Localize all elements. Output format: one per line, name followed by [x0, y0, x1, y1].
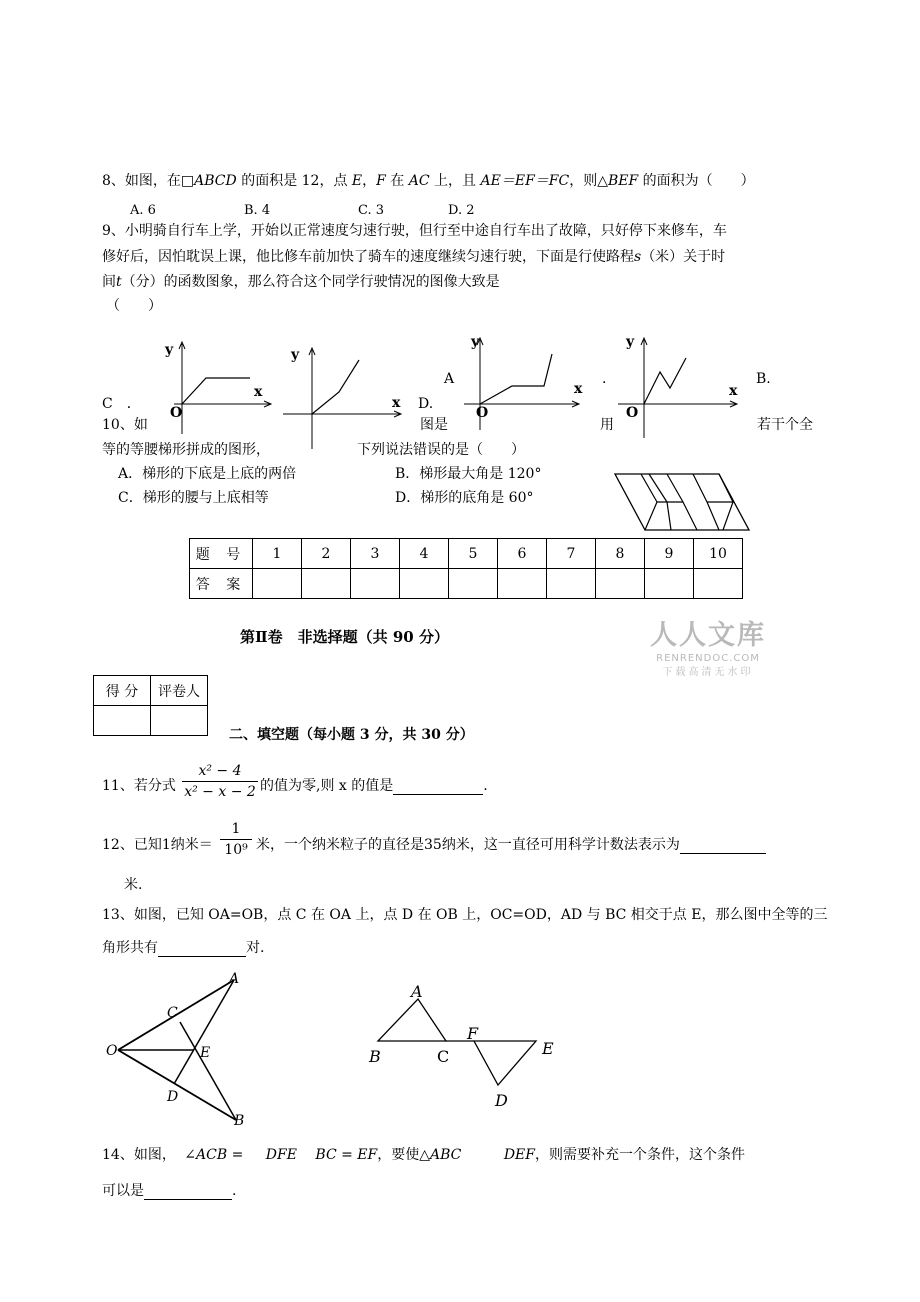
- q13-line2: 角形共有 对.: [102, 940, 265, 956]
- watermark-sub: 下载高清无水印: [662, 667, 754, 678]
- q13-line1: 13、如图，已知 OA=OB，点 C 在 OA 上，点 D 在 OB 上，OC=OD，AD 与 BC 相交于点 E，那么图中全等的三: [102, 907, 828, 923]
- answer-table-number: 2: [302, 539, 351, 569]
- q14-line1: 14、如图， ∠ACB = DFE BC = EF，要使△ABC DEF，则需要补充一个条件，这个条件: [102, 1147, 745, 1163]
- q9-graph-a: [283, 344, 408, 454]
- q12-suffix: 米，一个纳米粒子的直径是35纳米，这一直径可用科学计数法表示为: [256, 836, 766, 854]
- answer-table-number: 9: [645, 539, 694, 569]
- answer-table-number: 7: [547, 539, 596, 569]
- q9-graph-b-x: x: [729, 383, 738, 399]
- q10-start: 10、如: [102, 417, 148, 433]
- score-table-input-row: [94, 706, 208, 736]
- q13-label-d: D: [167, 1089, 179, 1105]
- q9-answer-paren: （ ）: [106, 298, 162, 314]
- answer-table-number: 8: [596, 539, 645, 569]
- answer-cell[interactable]: [400, 569, 449, 599]
- q10-trapezoid-figure: [609, 466, 755, 538]
- q13-label-o: O: [106, 1043, 118, 1059]
- fraction-bar: [182, 781, 258, 782]
- score-table-header-row: [94, 676, 208, 706]
- q14-label-d: D: [495, 1091, 508, 1110]
- q9-graph-b: [618, 334, 743, 440]
- answer-cell[interactable]: [645, 569, 694, 599]
- q8-option-a: A. 6: [130, 203, 156, 218]
- q9-graph-d-x: x: [574, 381, 583, 397]
- answer-table-answer-row: [190, 569, 743, 599]
- q9-graph-b-y: y: [626, 334, 635, 350]
- q9-choice-b: B.: [756, 371, 771, 387]
- q13-label-b: B: [234, 1113, 245, 1129]
- answer-cell[interactable]: [302, 569, 351, 599]
- q14-label-b: B: [369, 1047, 381, 1066]
- q10-option-b: B．梯形最大角是 120°: [395, 466, 542, 482]
- q14-answer-blank[interactable]: [144, 1185, 232, 1200]
- watermark-logo: 人人文库: [650, 620, 766, 651]
- score-cell[interactable]: [94, 706, 151, 736]
- grader-cell[interactable]: [151, 706, 208, 736]
- answer-cell[interactable]: [498, 569, 547, 599]
- q13-label-c: C: [167, 1005, 178, 1021]
- section2-title: 二、填空题（每小题 3 分，共 30 分）: [229, 727, 474, 743]
- q12-numerator: 1: [231, 821, 241, 837]
- q8-option-b: B. 4: [244, 203, 271, 218]
- answer-table: [189, 538, 743, 599]
- q9-graph-b-o: O: [626, 405, 639, 421]
- q11-denominator: x² − x − 2: [184, 784, 256, 800]
- q13-answer-blank[interactable]: [158, 942, 246, 957]
- q9-line1: 9、小明骑自行车上学，开始以正常速度匀速行驶，但行至中途自行车出了故障，只好停下来修车，车: [102, 223, 727, 239]
- q11-answer-blank[interactable]: [393, 780, 483, 795]
- q11-prefix: 11、若分式: [102, 778, 176, 794]
- answer-table-number: 10: [694, 539, 743, 569]
- q14-label-e: E: [542, 1039, 554, 1058]
- q9-graph-a-y: y: [291, 347, 300, 363]
- q14-figure: [370, 982, 540, 1115]
- q11-fraction: [182, 762, 258, 801]
- answer-table-number: 1: [253, 539, 302, 569]
- fraction-bar: [220, 839, 252, 840]
- answer-table-header: 题 号: [190, 539, 253, 569]
- q14-label-c: C: [437, 1047, 450, 1066]
- q14-label-f: F: [467, 1024, 479, 1043]
- q10-option-a: A．梯形的下底是上底的两倍: [118, 466, 297, 482]
- answer-table-number: 6: [498, 539, 547, 569]
- answer-table-number: 5: [449, 539, 498, 569]
- q12-denominator: 10⁹: [224, 842, 248, 858]
- q10-line2a: 等的等腰梯形拼成的图形，: [102, 442, 270, 458]
- answer-table-number: 3: [351, 539, 400, 569]
- answer-table-answer-header: 答 案: [190, 569, 253, 599]
- q9-graph-d-y: y: [471, 334, 480, 350]
- q9-choice-dot: .: [602, 371, 607, 387]
- q9-line3: 间t（分）的函数图象，那么符合这个同学行驶情况的图像大致是: [102, 274, 500, 290]
- q13-figure: [100, 970, 248, 1130]
- q9-choice-c: C ．: [102, 396, 141, 412]
- q12-fraction: [220, 820, 252, 859]
- q9-choice-d: D.: [418, 396, 434, 412]
- q9-graph-c-x: x: [254, 384, 263, 400]
- q14-line2: 可以是 .: [102, 1183, 237, 1199]
- answer-cell[interactable]: [253, 569, 302, 599]
- answer-cell[interactable]: [694, 569, 743, 599]
- q10-option-c: C．梯形的腰与上底相等: [118, 490, 269, 506]
- q8-option-d: D. 2: [448, 203, 475, 218]
- answer-cell[interactable]: [351, 569, 400, 599]
- answer-cell[interactable]: [547, 569, 596, 599]
- q9-graph-d-o: O: [476, 405, 489, 421]
- q10-line2b: 下列说法错误的是（ ）: [357, 442, 525, 458]
- answer-cell[interactable]: [449, 569, 498, 599]
- q11-numerator: x² − 4: [198, 763, 242, 779]
- score-header: 得 分: [94, 676, 151, 706]
- grader-header: 评卷人: [151, 676, 208, 706]
- q10-end: 若干个全: [757, 417, 813, 433]
- q10-option-d: D．梯形的底角是 60°: [395, 490, 534, 506]
- q13-label-e: E: [200, 1045, 211, 1061]
- part2-title: 第Ⅱ卷 非选择题（共 90 分）: [240, 628, 449, 646]
- q11-suffix: 的值为零,则 x 的值是 .: [260, 778, 488, 794]
- answer-table-number-row: [190, 539, 743, 569]
- q13-label-a: A: [229, 971, 240, 987]
- q9-graph-a-x: x: [392, 395, 401, 411]
- q9-graph-c-y: y: [165, 342, 174, 358]
- answer-cell[interactable]: [596, 569, 645, 599]
- q12-line2: 米.: [124, 877, 143, 893]
- q9-choice-a: A: [444, 371, 455, 387]
- q12-prefix: 12、已知1纳米＝: [102, 837, 213, 853]
- watermark-site: RENRENDOC.COM: [656, 653, 760, 664]
- answer-table-number: 4: [400, 539, 449, 569]
- q8-option-c: C. 3: [358, 203, 385, 218]
- q12-answer-blank[interactable]: [680, 839, 766, 854]
- q9-line2: 修好后，因怕耽误上课，他比修车前加快了骑车的速度继续匀速行驶，下面是行使路程s（米）关于时: [102, 249, 726, 265]
- score-table: [93, 675, 208, 736]
- q10-mid2: 用: [600, 417, 614, 433]
- q10-mid1: 图是: [420, 417, 448, 433]
- q9-graph-c-o: O: [170, 405, 183, 421]
- q8-text: 8、如图，在□ABCD 的面积是 12，点 E，F 在 AC 上，且 AE＝EF＝FC，则△BEF 的面积为（ ）: [102, 173, 755, 189]
- q14-label-a: A: [411, 982, 423, 1001]
